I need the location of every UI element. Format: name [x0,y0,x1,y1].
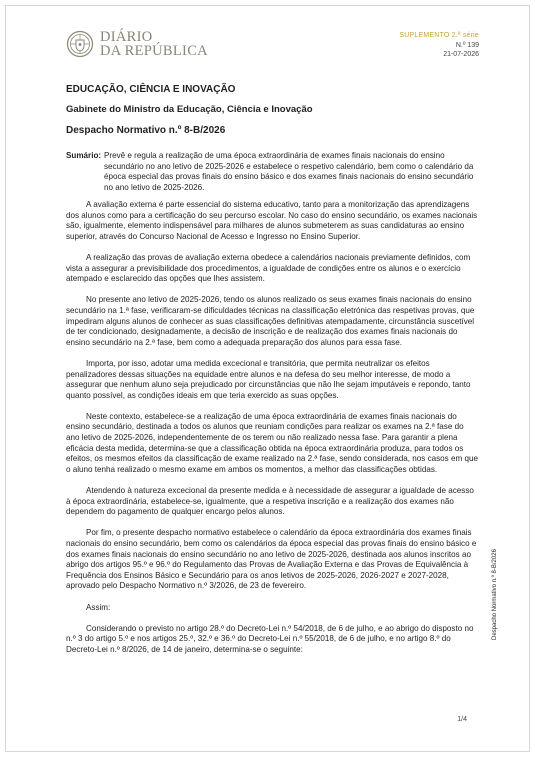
summary-text: Prevê e regula a realização de uma época extraordinária de exames finais nacionais do ensino secundário no ano letivo de 2025-2026 e estabelece o respetivo calendário, bem como o calendário da época especial das provas finais do ensino básico e dos exames finais nacionais do ensino secundário no ano letivo de 2025-2026. [104,151,474,192]
supplement-label: SUPLEMENTO 2.ª série [399,32,479,39]
brand-name [100,30,208,58]
paragraph: A avaliação externa é parte essencial do sistema educativo, tanto para a monitorização das aprendizagens dos alunos como para a certificação do seu percurso escolar. No caso do ensino secundário, os exames nacionais são, igualmente, elemento indispensável para milhares de alunos submeterem as suas candidaturas ao ensino superior, através do Concurso Nacional de Acesso e Ingresso no Ensino Superior. [66,200,478,241]
document-body [66,200,478,666]
paragraph: No presente ano letivo de 2025-2026, tendo os alunos realizado os seus exames finais nacionais do ensino secundário na 1.ª fase, verificaram-se dificuldades técnicas na classificação eletrónica das respetivas provas, que impediram alguns alunos de conhecer as suas classificações definitivas atempadamente, circunstância suscetível de ter condicionado, designadamente, a decisão de inscrição e de realização dos exames finais nacionais do ensino secundário na 2.ª fase, bem como a adequada preparação dos alunos para essa fase. [66,295,475,347]
paragraph: Assim: [86,602,111,612]
paragraph: Neste contexto, estabelece-se a realização de uma época extraordinária de exames finais nacionais do ensino secundário, destinada a todos os alunos que reuniam condições para realizar os exames na 2.ª fase do ano letivo de 2025-2026, independentemente de os terem ou não realizado nessa fase. Para garantir a plena eficácia desta medida, determina-se que a classificação obtida na época extraordinária produza, para todos os efeitos, os mesmos efeitos da classificação de exame realizado na 2.ª fase, sendo considerada, nos casos em que o aluno tenha realizado o mesmo exame em ambos os momentos, a melhor das classificações obtidas. [66,411,478,474]
document-headings [66,84,476,136]
issue-date: 21-07-2026 [443,51,479,58]
brand-line-2: DA REPÚBLICA [100,43,208,59]
paragraph: Por fim, o presente despacho normativo estabelece o calendário da época extraordinária dos exames finais nacionais do ensino secundário, bem como os calendários da época especial das provas finais do ensino básico e dos exames finais nacionais do ensino secundário no ano letivo de 2025-2026, destinada aos alunos inscritos ao abrigo dos artigos 95.º e 96.º do Regulamento das Provas de Avaliação Externa e das Provas de Equivalência à Frequência dos Ensinos Básico e Secundário para os anos letivos de 2025-2026, 2026-2027 e 2027-2028, aprovado pelo Despacho Normativo n.º 3/2026, de 23 de fevereiro. [66,528,477,591]
issue-meta [399,31,479,60]
ministry-heading: EDUCAÇÃO, CIÊNCIA E INOVAÇÃO [66,84,236,95]
paragraph: A realização das provas de avaliação externa obedece a calendários nacionais previamente definidos, com vista a assegurar a previsibilidade dos procedimentos, a igualdade de condições entre os alunos e o exercício atempado e esclarecido das opções que lhes assistem. [66,252,471,284]
brand-line-1: DIÁRIO [100,29,153,45]
despacho-title: Despacho Normativo n.º 8-B/2026 [66,125,226,136]
side-document-label: Despacho Normativo n.º 8-B/2026 [492,549,498,640]
masthead [66,30,208,58]
coat-of-arms-icon [66,30,94,58]
paragraph: Importa, por isso, adotar uma medida excecional e transitória, que permita neutralizar os efeitos penalizadores dessas situações na equidade entre alunos e na defesa do seu melhor interesse, de modo a assegurar que nenhum aluno seja prejudicado por circunstâncias que não lhe sejam imputáveis e repondo, tanto quanto possível, as condições ideais em que teria exercido as suas opções. [66,358,471,400]
summary [66,151,478,193]
issue-number: N.º 139 [455,41,479,49]
cabinet-heading: Gabinete do Ministro da Educação, Ciência e Inovação [66,104,313,115]
paragraph: Considerando o previsto no artigo 28.º do Decreto-Lei n.º 54/2018, de 6 de julho, e ao abrigo do disposto no n.º 3 do artigo 5.º e nos artigos 25.º, 32.º e 36.º do Decreto-Lei n.º 55/2018, de 6 de julho, e no artigo 8.º do Decreto-Lei n.º 8/2026, de 14 de janeiro, determina-se o seguinte: [66,623,474,654]
paragraph: Atendendo à natureza excecional da presente medida e à necessidade de assegurar a igualdade de acesso à época extraordinária, estabelece-se, igualmente, que a respetiva inscrição e a realização dos exames não dependem do pagamento de qualquer encargo pelos alunos. [66,486,474,517]
page-number: 1/4 [457,716,467,723]
summary-label: Sumário: [66,151,102,160]
